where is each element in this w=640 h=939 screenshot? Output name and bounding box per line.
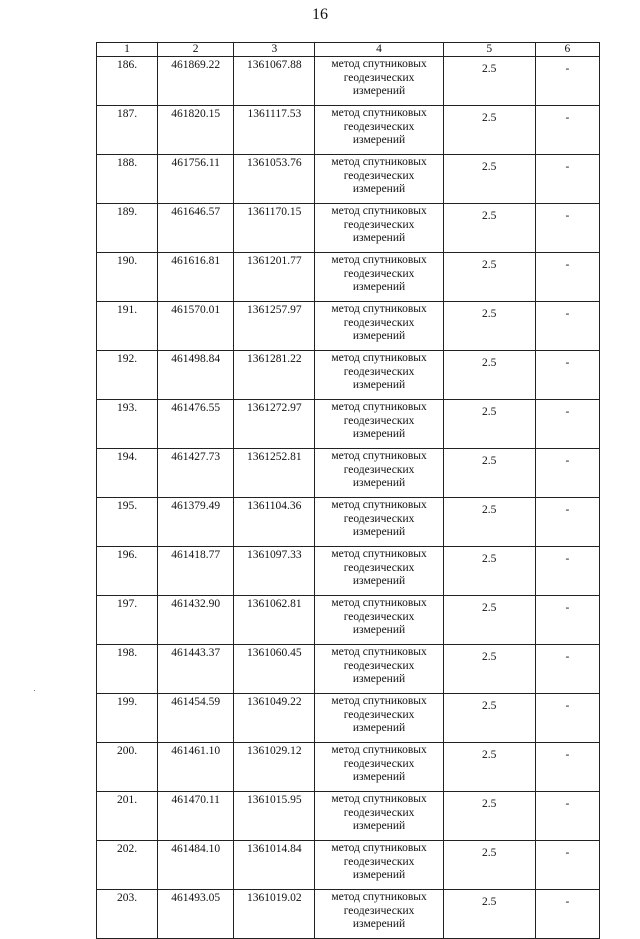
note-cell: - bbox=[535, 302, 599, 351]
coordinate-y-cell: 1361049.22 bbox=[234, 694, 315, 743]
accuracy-cell: 2.5 bbox=[443, 596, 535, 645]
coordinate-x-cell: 461869.22 bbox=[158, 57, 234, 106]
accuracy-cell: 2.5 bbox=[443, 351, 535, 400]
coordinate-y-cell: 1361252.81 bbox=[234, 449, 315, 498]
coordinate-x-cell: 461498.84 bbox=[158, 351, 234, 400]
note-cell: - bbox=[535, 351, 599, 400]
method-line: измерений bbox=[352, 673, 406, 685]
coordinate-y-cell: 1361104.36 bbox=[234, 498, 315, 547]
method-line: геодезических bbox=[343, 463, 415, 476]
note-cell: - bbox=[535, 890, 599, 939]
note-cell: - bbox=[535, 792, 599, 841]
table-row bbox=[97, 351, 600, 400]
method-line: измерений bbox=[352, 281, 406, 293]
method-line: метод спутниковых bbox=[331, 793, 427, 805]
method-line: метод спутниковых bbox=[331, 891, 427, 903]
method-cell bbox=[315, 253, 443, 302]
table-row bbox=[97, 302, 600, 351]
method-cell bbox=[315, 106, 443, 155]
note-cell: - bbox=[535, 204, 599, 253]
method-line: измерений bbox=[352, 722, 406, 734]
method-line: измерений bbox=[352, 918, 406, 930]
method-cell bbox=[315, 351, 443, 400]
table-row bbox=[97, 57, 600, 106]
accuracy-cell: 2.5 bbox=[443, 106, 535, 155]
method-line: измерений bbox=[352, 428, 406, 440]
method-line: измерений bbox=[352, 330, 406, 342]
note-cell: - bbox=[535, 596, 599, 645]
method-line: геодезических bbox=[343, 71, 415, 84]
point-number-cell: 189. bbox=[97, 204, 158, 253]
accuracy-cell: 2.5 bbox=[443, 645, 535, 694]
note-cell: - bbox=[535, 155, 599, 204]
accuracy-cell: 2.5 bbox=[443, 204, 535, 253]
method-cell bbox=[315, 890, 443, 939]
coordinate-x-cell: 461427.73 bbox=[158, 449, 234, 498]
point-number-cell: 187. bbox=[97, 106, 158, 155]
coordinate-y-cell: 1361060.45 bbox=[234, 645, 315, 694]
column-header: 1 bbox=[97, 43, 158, 57]
method-cell bbox=[315, 449, 443, 498]
method-line: измерений bbox=[352, 624, 406, 636]
method-cell bbox=[315, 645, 443, 694]
coordinate-y-cell: 1361272.97 bbox=[234, 400, 315, 449]
method-cell bbox=[315, 204, 443, 253]
point-number-cell: 202. bbox=[97, 841, 158, 890]
note-cell: - bbox=[535, 498, 599, 547]
coordinate-x-cell: 461820.15 bbox=[158, 106, 234, 155]
point-number-cell: 196. bbox=[97, 547, 158, 596]
method-line: измерений bbox=[352, 85, 406, 97]
method-line: метод спутниковых bbox=[331, 401, 427, 413]
coordinate-x-cell: 461476.55 bbox=[158, 400, 234, 449]
coordinate-x-cell: 461493.05 bbox=[158, 890, 234, 939]
point-number-cell: 190. bbox=[97, 253, 158, 302]
method-line: измерений bbox=[352, 232, 406, 244]
table-row bbox=[97, 449, 600, 498]
coordinate-x-cell: 461570.01 bbox=[158, 302, 234, 351]
method-line: измерений bbox=[352, 379, 406, 391]
point-number-cell: 188. bbox=[97, 155, 158, 204]
method-line: измерений bbox=[352, 183, 406, 195]
table-row bbox=[97, 645, 600, 694]
method-line: измерений bbox=[352, 526, 406, 538]
note-cell: - bbox=[535, 57, 599, 106]
point-number-cell: 186. bbox=[97, 57, 158, 106]
coordinate-x-cell: 461418.77 bbox=[158, 547, 234, 596]
point-number-cell: 203. bbox=[97, 890, 158, 939]
table-row bbox=[97, 498, 600, 547]
accuracy-cell: 2.5 bbox=[443, 449, 535, 498]
coordinate-x-cell: 461646.57 bbox=[158, 204, 234, 253]
table-row bbox=[97, 792, 600, 841]
method-line: геодезических bbox=[343, 169, 415, 182]
note-cell: - bbox=[535, 645, 599, 694]
table-header-row bbox=[97, 43, 600, 57]
point-number-cell: 193. bbox=[97, 400, 158, 449]
method-line: метод спутниковых bbox=[331, 107, 427, 119]
accuracy-cell: 2.5 bbox=[443, 302, 535, 351]
note-cell: - bbox=[535, 400, 599, 449]
method-cell bbox=[315, 841, 443, 890]
coordinate-y-cell: 1361201.77 bbox=[234, 253, 315, 302]
column-header: 3 bbox=[234, 43, 315, 57]
table-row bbox=[97, 841, 600, 890]
method-line: геодезических bbox=[343, 218, 415, 231]
note-cell: - bbox=[535, 841, 599, 890]
coordinate-x-cell: 461443.37 bbox=[158, 645, 234, 694]
accuracy-cell: 2.5 bbox=[443, 743, 535, 792]
note-cell: - bbox=[535, 743, 599, 792]
coordinate-x-cell: 461432.90 bbox=[158, 596, 234, 645]
method-line: метод спутниковых bbox=[331, 254, 427, 266]
method-cell bbox=[315, 694, 443, 743]
method-line: геодезических bbox=[343, 120, 415, 133]
coordinate-x-cell: 461484.10 bbox=[158, 841, 234, 890]
method-line: метод спутниковых bbox=[331, 352, 427, 364]
method-cell bbox=[315, 57, 443, 106]
table-row bbox=[97, 890, 600, 939]
accuracy-cell: 2.5 bbox=[443, 547, 535, 596]
method-line: измерений bbox=[352, 477, 406, 489]
coordinate-y-cell: 1361019.02 bbox=[234, 890, 315, 939]
coordinates-table bbox=[96, 42, 600, 939]
method-line: измерений bbox=[352, 771, 406, 783]
coordinate-y-cell: 1361053.76 bbox=[234, 155, 315, 204]
method-line: метод спутниковых bbox=[331, 842, 427, 854]
table-row bbox=[97, 694, 600, 743]
method-line: метод спутниковых bbox=[331, 499, 427, 511]
coordinate-x-cell: 461616.81 bbox=[158, 253, 234, 302]
coordinate-x-cell: 461461.10 bbox=[158, 743, 234, 792]
method-line: метод спутниковых bbox=[331, 205, 427, 217]
method-line: метод спутниковых bbox=[331, 58, 427, 70]
method-line: геодезических bbox=[343, 512, 415, 525]
method-cell bbox=[315, 302, 443, 351]
method-line: метод спутниковых bbox=[331, 597, 427, 609]
table-row bbox=[97, 547, 600, 596]
point-number-cell: 192. bbox=[97, 351, 158, 400]
method-line: геодезических bbox=[343, 561, 415, 574]
note-cell: - bbox=[535, 253, 599, 302]
coordinate-x-cell: 461756.11 bbox=[158, 155, 234, 204]
point-number-cell: 200. bbox=[97, 743, 158, 792]
table-row bbox=[97, 400, 600, 449]
coordinate-y-cell: 1361014.84 bbox=[234, 841, 315, 890]
point-number-cell: 197. bbox=[97, 596, 158, 645]
coordinate-y-cell: 1361029.12 bbox=[234, 743, 315, 792]
method-cell bbox=[315, 792, 443, 841]
scan-artifact bbox=[34, 690, 35, 691]
method-line: измерений bbox=[352, 869, 406, 881]
accuracy-cell: 2.5 bbox=[443, 253, 535, 302]
method-cell bbox=[315, 498, 443, 547]
coordinate-y-cell: 1361117.53 bbox=[234, 106, 315, 155]
accuracy-cell: 2.5 bbox=[443, 890, 535, 939]
point-number-cell: 194. bbox=[97, 449, 158, 498]
method-line: измерений bbox=[352, 575, 406, 587]
accuracy-cell: 2.5 bbox=[443, 841, 535, 890]
point-number-cell: 201. bbox=[97, 792, 158, 841]
method-cell bbox=[315, 596, 443, 645]
method-line: метод спутниковых bbox=[331, 450, 427, 462]
method-line: геодезических bbox=[343, 365, 415, 378]
method-line: метод спутниковых bbox=[331, 303, 427, 315]
coordinate-x-cell: 461454.59 bbox=[158, 694, 234, 743]
method-line: геодезических bbox=[343, 414, 415, 427]
accuracy-cell: 2.5 bbox=[443, 792, 535, 841]
point-number-cell: 198. bbox=[97, 645, 158, 694]
table-row bbox=[97, 106, 600, 155]
point-number-cell: 195. bbox=[97, 498, 158, 547]
note-cell: - bbox=[535, 547, 599, 596]
method-cell bbox=[315, 547, 443, 596]
table-row bbox=[97, 743, 600, 792]
coordinate-x-cell: 461379.49 bbox=[158, 498, 234, 547]
accuracy-cell: 2.5 bbox=[443, 155, 535, 204]
method-cell bbox=[315, 400, 443, 449]
method-line: геодезических bbox=[343, 855, 415, 868]
method-line: измерений bbox=[352, 820, 406, 832]
coordinate-y-cell: 1361015.95 bbox=[234, 792, 315, 841]
method-line: геодезических bbox=[343, 610, 415, 623]
coordinate-y-cell: 1361257.97 bbox=[234, 302, 315, 351]
table-row bbox=[97, 253, 600, 302]
table-row bbox=[97, 155, 600, 204]
note-cell: - bbox=[535, 694, 599, 743]
accuracy-cell: 2.5 bbox=[443, 57, 535, 106]
coordinate-x-cell: 461470.11 bbox=[158, 792, 234, 841]
method-line: геодезических bbox=[343, 757, 415, 770]
note-cell: - bbox=[535, 106, 599, 155]
column-header: 5 bbox=[443, 43, 535, 57]
method-line: метод спутниковых bbox=[331, 646, 427, 658]
accuracy-cell: 2.5 bbox=[443, 498, 535, 547]
coordinate-y-cell: 1361067.88 bbox=[234, 57, 315, 106]
coordinate-y-cell: 1361170.15 bbox=[234, 204, 315, 253]
accuracy-cell: 2.5 bbox=[443, 694, 535, 743]
method-line: метод спутниковых bbox=[331, 695, 427, 707]
method-line: метод спутниковых bbox=[331, 744, 427, 756]
point-number-cell: 191. bbox=[97, 302, 158, 351]
column-header: 2 bbox=[158, 43, 234, 57]
method-line: измерений bbox=[352, 134, 406, 146]
method-line: геодезических bbox=[343, 708, 415, 721]
method-cell bbox=[315, 155, 443, 204]
table-body bbox=[97, 57, 600, 939]
coordinate-y-cell: 1361097.33 bbox=[234, 547, 315, 596]
column-header: 6 bbox=[535, 43, 599, 57]
page-number: 16 bbox=[312, 6, 328, 23]
accuracy-cell: 2.5 bbox=[443, 400, 535, 449]
method-line: геодезических bbox=[343, 267, 415, 280]
coordinate-y-cell: 1361281.22 bbox=[234, 351, 315, 400]
table-row bbox=[97, 596, 600, 645]
method-line: метод спутниковых bbox=[331, 548, 427, 560]
method-line: геодезических bbox=[343, 806, 415, 819]
coordinate-y-cell: 1361062.81 bbox=[234, 596, 315, 645]
table-row bbox=[97, 204, 600, 253]
column-header: 4 bbox=[315, 43, 443, 57]
note-cell: - bbox=[535, 449, 599, 498]
method-line: геодезических bbox=[343, 659, 415, 672]
point-number-cell: 199. bbox=[97, 694, 158, 743]
method-line: геодезических bbox=[343, 316, 415, 329]
method-line: метод спутниковых bbox=[331, 156, 427, 168]
method-cell bbox=[315, 743, 443, 792]
method-line: геодезических bbox=[343, 904, 415, 917]
